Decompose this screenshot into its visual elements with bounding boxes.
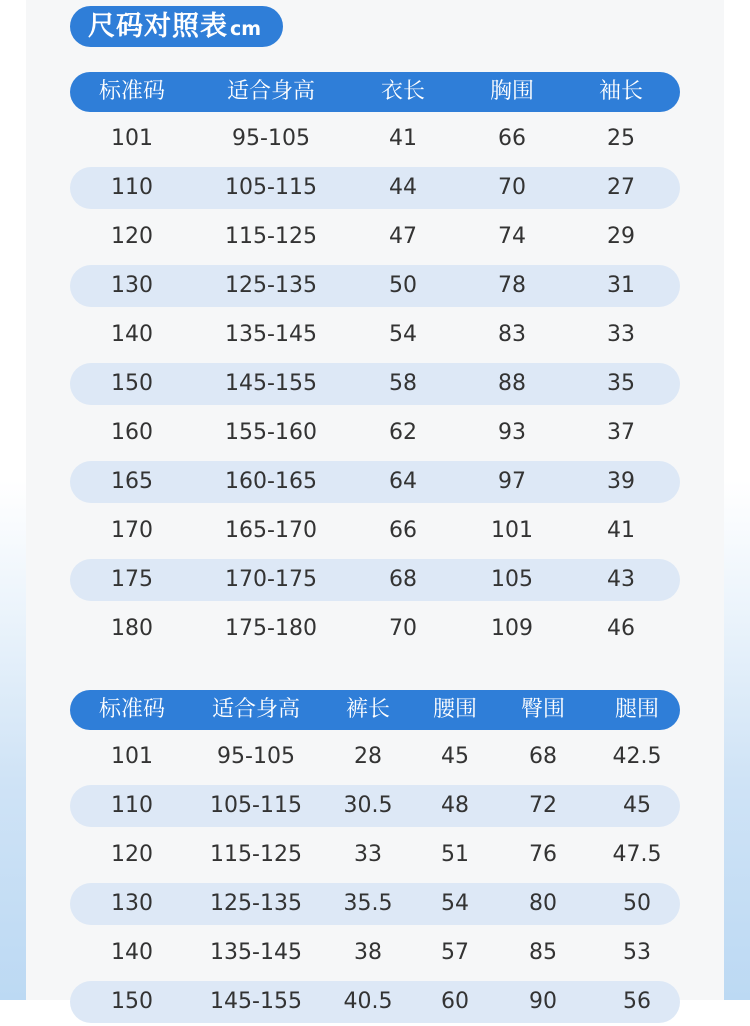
table-cell: 33: [607, 322, 635, 347]
table-cell: 33: [354, 842, 382, 867]
table-cell: 30.5: [343, 793, 393, 818]
row-strip: [70, 167, 680, 209]
table-cell: 68: [389, 567, 417, 592]
table-cell: 135-145: [225, 322, 317, 347]
table-cell: 68: [529, 744, 557, 769]
table-cell: 93: [498, 420, 526, 445]
table-cell: 105-115: [225, 175, 317, 200]
table-cell: 101: [111, 744, 153, 769]
table-row: [70, 555, 680, 604]
table-cell: 110: [111, 175, 153, 200]
table-cell: 88: [498, 371, 526, 396]
table-cell: 45: [623, 793, 651, 818]
header-cell: 袖长: [598, 79, 643, 104]
table-cell: 42.5: [612, 744, 662, 769]
table-cell: 38: [354, 940, 382, 965]
row-strip: [70, 785, 680, 827]
table-cell: 165: [111, 469, 153, 494]
table-cell: 101: [491, 518, 533, 543]
table-cell: 31: [607, 273, 635, 298]
table-cell: 140: [111, 940, 153, 965]
table-row: [70, 408, 680, 457]
table-cell: 56: [623, 989, 651, 1014]
table-cell: 40.5: [343, 989, 393, 1014]
table-cell: 44: [389, 175, 417, 200]
table-cell: 25: [607, 126, 635, 151]
table-cell: 135-145: [210, 940, 302, 965]
table-cell: 180: [111, 616, 153, 641]
table-cell: 64: [389, 469, 417, 494]
header-cell: 标准码: [98, 79, 165, 104]
table-row: [70, 781, 680, 830]
top-size-table: [70, 72, 680, 653]
row-strip: [70, 834, 680, 876]
table-cell: 115-125: [225, 224, 317, 249]
row-strip: [70, 412, 680, 454]
table-cell: 105: [491, 567, 533, 592]
table-row: [70, 114, 680, 163]
table-cell: 115-125: [210, 842, 302, 867]
table-cell: 74: [498, 224, 526, 249]
table-cell: 125-135: [210, 891, 302, 916]
table-cell: 53: [623, 940, 651, 965]
row-strip: [70, 118, 680, 160]
table-cell: 76: [529, 842, 557, 867]
row-strip: [70, 559, 680, 601]
table-cell: 47.5: [612, 842, 662, 867]
header-cell: 衣长: [380, 79, 425, 104]
table-cell: 43: [607, 567, 635, 592]
table-cell: 170: [111, 518, 153, 543]
table-cell: 41: [607, 518, 635, 543]
table-cell: 51: [441, 842, 469, 867]
table-cell: 85: [529, 940, 557, 965]
header-cell: 标准码: [98, 697, 165, 722]
table-row: [70, 457, 680, 506]
row-strip: [70, 216, 680, 258]
table-cell: 58: [389, 371, 417, 396]
table-row: [70, 928, 680, 977]
table-cell: 120: [111, 224, 153, 249]
table-cell: 72: [529, 793, 557, 818]
table-cell: 140: [111, 322, 153, 347]
title-text: 尺码对照表: [88, 11, 228, 42]
table-row: [70, 310, 680, 359]
table-cell: 57: [441, 940, 469, 965]
table-cell: 150: [111, 989, 153, 1014]
table-cell: 78: [498, 273, 526, 298]
row-strip: [70, 883, 680, 925]
table-row: [70, 212, 680, 261]
table-cell: 27: [607, 175, 635, 200]
table-cell: 60: [441, 989, 469, 1014]
header-cell: 腿围: [614, 697, 659, 722]
table-cell: 66: [498, 126, 526, 151]
table-cell: 80: [529, 891, 557, 916]
row-strip: [70, 932, 680, 974]
table-cell: 29: [607, 224, 635, 249]
table-cell: 50: [623, 891, 651, 916]
table-cell: 35: [607, 371, 635, 396]
table-cell: 97: [498, 469, 526, 494]
table-cell: 46: [607, 616, 635, 641]
table-cell: 130: [111, 891, 153, 916]
table-cell: 101: [111, 126, 153, 151]
table-row: [70, 732, 680, 781]
table-cell: 105-115: [210, 793, 302, 818]
table-cell: 48: [441, 793, 469, 818]
top-table-header: [70, 72, 680, 112]
table-cell: 170-175: [225, 567, 317, 592]
table-cell: 165-170: [225, 518, 317, 543]
table-row: [70, 604, 680, 653]
table-cell: 109: [491, 616, 533, 641]
table-cell: 150: [111, 371, 153, 396]
table-cell: 175: [111, 567, 153, 592]
table-row: [70, 261, 680, 310]
row-strip: [70, 510, 680, 552]
table-cell: 90: [529, 989, 557, 1014]
table-cell: 28: [354, 744, 382, 769]
header-cell: 腰围: [432, 697, 477, 722]
table-cell: 54: [389, 322, 417, 347]
row-strip: [70, 736, 680, 778]
table-cell: 54: [441, 891, 469, 916]
row-strip: [70, 363, 680, 405]
table-row: [70, 359, 680, 408]
table-cell: 95-105: [217, 744, 295, 769]
table-cell: 145-155: [210, 989, 302, 1014]
table-cell: 70: [498, 175, 526, 200]
table-cell: 125-135: [225, 273, 317, 298]
bottom-table-header: [70, 690, 680, 730]
table-cell: 160: [111, 420, 153, 445]
row-strip: [70, 608, 680, 650]
table-cell: 145-155: [225, 371, 317, 396]
table-row: [70, 830, 680, 879]
title-unit: cm: [230, 18, 262, 40]
table-cell: 120: [111, 842, 153, 867]
table-cell: 62: [389, 420, 417, 445]
row-strip: [70, 265, 680, 307]
size-chart-title: [70, 6, 283, 47]
table-row: [70, 506, 680, 555]
table-cell: 41: [389, 126, 417, 151]
header-cell: 胸围: [489, 79, 534, 104]
table-cell: 66: [389, 518, 417, 543]
header-cell: 裤长: [345, 697, 390, 722]
table-cell: 155-160: [225, 420, 317, 445]
table-cell: 83: [498, 322, 526, 347]
table-cell: 110: [111, 793, 153, 818]
table-cell: 45: [441, 744, 469, 769]
table-cell: 70: [389, 616, 417, 641]
row-strip: [70, 461, 680, 503]
table-cell: 39: [607, 469, 635, 494]
table-row: [70, 977, 680, 1026]
table-cell: 47: [389, 224, 417, 249]
table-cell: 50: [389, 273, 417, 298]
table-cell: 35.5: [343, 891, 393, 916]
table-cell: 37: [607, 420, 635, 445]
top-table-rows: [70, 114, 680, 653]
header-cell: 适合身高: [211, 697, 300, 722]
row-strip: [70, 314, 680, 356]
table-row: [70, 163, 680, 212]
table-cell: 130: [111, 273, 153, 298]
table-cell: 95-105: [232, 126, 310, 151]
table-cell: 175-180: [225, 616, 317, 641]
table-row: [70, 879, 680, 928]
bottom-table-rows: [70, 732, 680, 1026]
header-cell: 臀围: [520, 697, 565, 722]
table-cell: 160-165: [225, 469, 317, 494]
row-strip: [70, 981, 680, 1023]
header-cell: 适合身高: [226, 79, 315, 104]
bottom-size-table: [70, 690, 680, 1026]
